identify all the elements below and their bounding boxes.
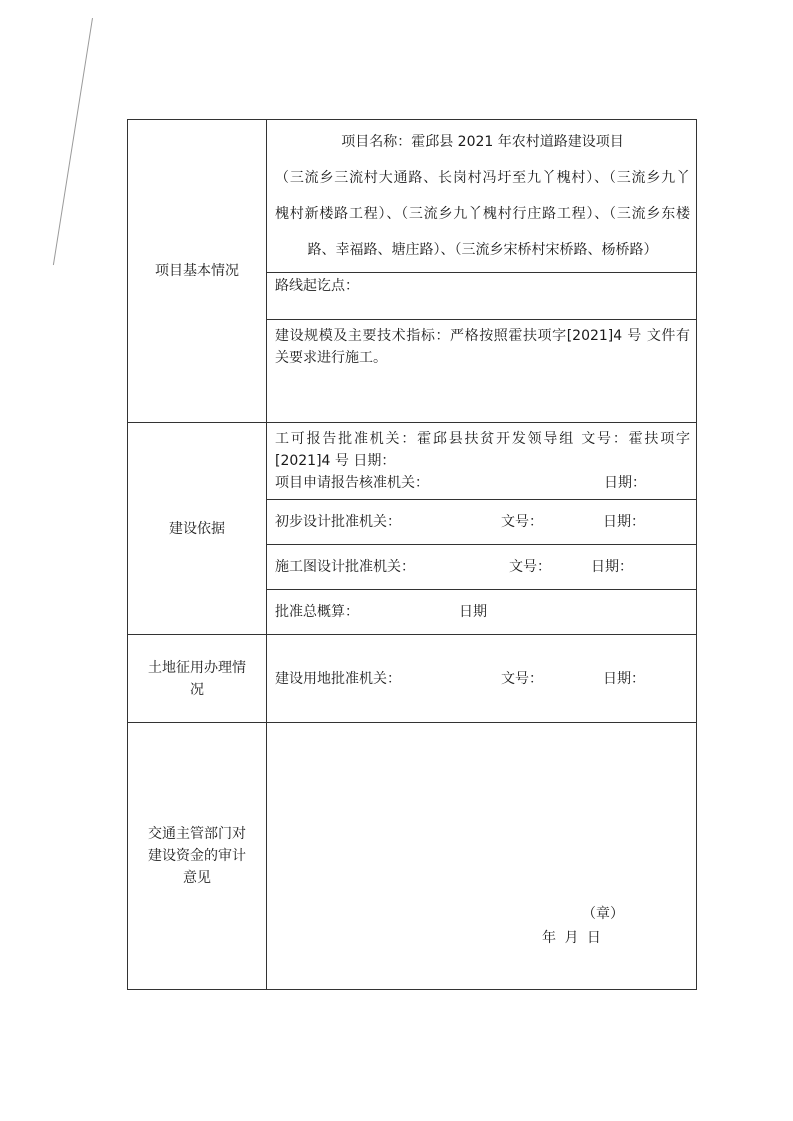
application-line — [275, 472, 690, 494]
audit-date-placeholder: 年 月 日 — [542, 930, 603, 946]
project-name-line3: 槐村新楼路工程）、（三流乡九丫槐村行庄路工程）、（三流乡东楼 — [275, 206, 690, 222]
scale-line1: 建设规模及主要技术指标：严格按照霍扶项字[2021]4 号 文件有 — [275, 328, 690, 344]
construction-date: 日期： — [591, 559, 633, 575]
scale-line2: 关要求进行施工。 — [275, 350, 387, 366]
start-end-point-cell — [267, 273, 697, 320]
project-name-line1: 项目名称：霍邱县 2021 年农村道路建设项目 — [341, 134, 624, 150]
prelim-design-cell — [267, 500, 697, 545]
construction-design-cell — [267, 545, 697, 590]
prelim-docno: 文号： — [501, 514, 543, 530]
scan-margin-line — [53, 18, 93, 265]
application-label: 项目申请报告核准机关： — [275, 475, 429, 491]
feasibility-approval-cell — [267, 423, 697, 500]
audit-opinion-row — [128, 723, 697, 990]
construction-docno: 文号： — [509, 559, 551, 575]
land-authority-label: 建设用地批准机关： — [275, 670, 401, 687]
construction-design-label: 施工图设计批准机关： — [275, 559, 415, 575]
budget-cell — [267, 590, 697, 635]
seal-placeholder: （章） — [582, 906, 624, 922]
budget-label: 批准总概算： — [275, 604, 359, 620]
construction-basis-label: 建设依据 — [128, 423, 267, 635]
project-name-cell — [267, 120, 697, 273]
application-date: 日期： — [604, 475, 646, 491]
project-name-line4: 路、幸福路、塘庄路）、（三流乡宋桥村宋桥路、杨桥路） — [307, 242, 658, 258]
project-approval-form — [127, 119, 697, 990]
prelim-design-label: 初步设计批准机关： — [275, 514, 401, 530]
land-date: 日期： — [603, 670, 645, 687]
project-info-label: 项目基本情况 — [128, 120, 267, 423]
feasibility-approval-row — [128, 423, 697, 500]
audit-opinion-cell — [267, 723, 697, 990]
project-name-line2: （三流乡三流村大通路、长岗村冯圩至九丫槐村）、（三流乡九丫 — [275, 170, 690, 186]
project-name-row — [128, 120, 697, 273]
approval-line2: [2021]4 号 日期： — [275, 453, 396, 469]
budget-date: 日期 — [459, 604, 487, 620]
prelim-date: 日期： — [603, 514, 645, 530]
scale-cell — [267, 320, 697, 423]
audit-opinion-label: 交通主管部门对建设资金的审计意见 — [128, 723, 267, 990]
approval-line1: 工可报告批准机关：霍邱县扶贫开发领导组 文号：霍扶项字 — [275, 431, 690, 447]
land-docno: 文号： — [501, 670, 543, 687]
start-end-point-label: 路线起讫点： — [275, 278, 359, 294]
land-acquisition-cell — [267, 635, 697, 723]
land-acquisition-row — [128, 635, 697, 723]
land-acquisition-label: 土地征用办理情况 — [128, 635, 267, 723]
